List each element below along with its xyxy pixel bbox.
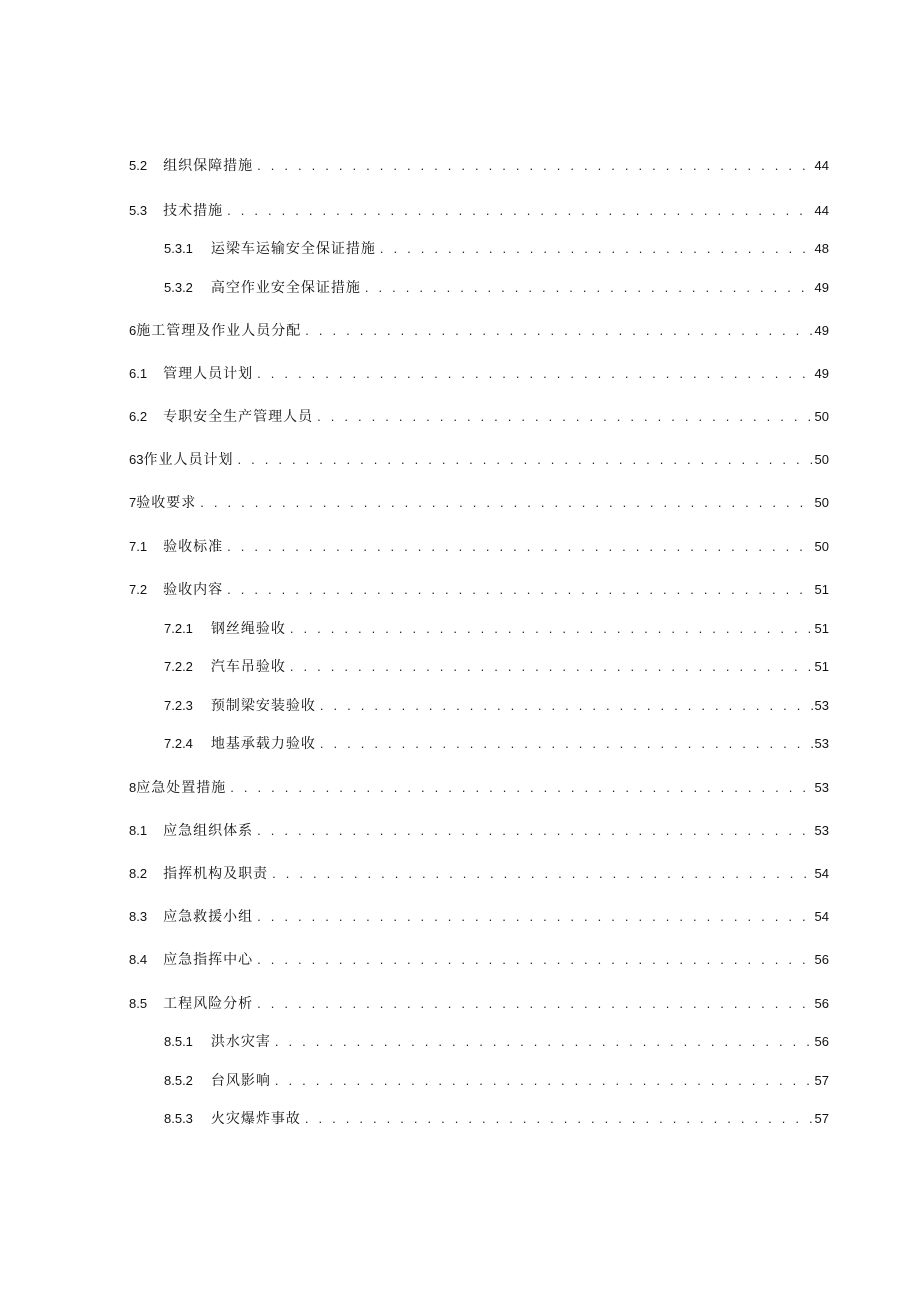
toc-entry-title: 技术措施 [163,203,224,219]
toc-entry-page: 51 [814,621,829,636]
toc-entry-number: 6.2 [129,409,148,424]
toc-entry-page: 57 [814,1111,829,1126]
toc-entry-number: 63 [129,452,144,467]
toc-dot-leader [275,1070,813,1092]
toc-entry-page: 56 [814,1034,829,1049]
toc-entry-number: 7 [129,495,137,510]
toc-entry-number: 7.2.2 [164,659,193,674]
toc-entry-title: 火灾爆炸事故 [210,1111,301,1127]
toc-dot-leader [275,1031,813,1053]
toc-entry[interactable] [129,536,829,558]
toc-entry-title: 验收标准 [163,539,224,555]
toc-entry-page: 50 [814,539,829,554]
toc-entry-title: 工程风险分析 [163,996,254,1012]
toc-entry[interactable] [129,200,829,222]
toc-dot-leader [320,695,813,717]
toc-entry-title: 专职安全生产管理人员 [163,409,314,425]
toc-dot-leader [227,536,812,558]
toc-entry-title: 台风影响 [210,1073,271,1089]
toc-entry-title: 应急处置措施 [136,780,227,796]
toc-entry-title: 施工管理及作业人员分配 [136,323,302,339]
toc-entry-title: 指挥机构及职责 [163,866,269,882]
toc-entry-page: 50 [814,495,829,510]
toc-entry-title: 验收要求 [136,495,197,511]
toc-entry-title: 应急指挥中心 [163,952,254,968]
toc-entry[interactable] [129,949,829,971]
toc-entry-page: 53 [814,823,829,838]
toc-entry-number: 8 [129,780,137,795]
toc-entry[interactable] [164,695,829,717]
toc-entry-number: 5.3 [129,203,148,218]
toc-entry-title: 钢丝绳验收 [210,621,286,637]
toc-entry-number: 7.2.3 [164,698,193,713]
toc-entry-page: 48 [814,241,829,256]
toc-dot-leader [257,363,812,385]
toc-dot-leader [257,949,812,971]
toc-entry-number: 7.2.4 [164,736,193,751]
toc-dot-leader [365,277,813,299]
toc-dot-leader [320,733,813,755]
toc-entry-number: 8.1 [129,823,148,838]
toc-entry[interactable] [164,238,829,260]
toc-entry-page: 56 [814,952,829,967]
toc-entry-number: 8.5.3 [164,1111,193,1126]
toc-entry[interactable] [129,492,829,514]
toc-dot-leader [200,492,812,514]
toc-dot-leader [230,777,812,799]
toc-entry[interactable] [129,777,829,799]
toc-entry-title: 应急组织体系 [163,823,254,839]
toc-dot-leader [257,906,812,928]
toc-entry-number: 7.2.1 [164,621,193,636]
toc-entry-page: 49 [814,323,829,338]
toc-dot-leader [272,863,812,885]
toc-entry[interactable] [129,579,829,601]
toc-entry[interactable] [129,993,829,1015]
toc-entry[interactable] [164,733,829,755]
toc-dot-leader [257,993,812,1015]
toc-entry-page: 56 [814,996,829,1011]
toc-entry-title: 应急救援小组 [163,909,254,925]
toc-entry-title: 汽车吊验收 [210,659,286,675]
toc-entry-number: 5.3.1 [164,241,193,256]
toc-entry-page: 49 [814,280,829,295]
toc-dot-leader [237,449,812,471]
toc-entry-number: 8.2 [129,866,148,881]
toc-entry-title: 地基承载力验收 [210,736,316,752]
toc-dot-leader [317,406,812,428]
toc-entry[interactable] [129,906,829,928]
toc-entry-number: 6 [129,323,137,338]
toc-entry[interactable] [129,406,829,428]
toc-dot-leader [257,155,812,177]
toc-dot-leader [290,618,813,640]
toc-entry-page: 53 [814,698,829,713]
toc-entry-page: 49 [814,366,829,381]
toc-entry-page: 54 [814,909,829,924]
toc-entry-title: 高空作业安全保证措施 [210,280,361,296]
toc-entry-page: 53 [814,780,829,795]
toc-entry-number: 6.1 [129,366,148,381]
toc-entry[interactable] [129,449,829,471]
toc-dot-leader [257,820,812,842]
toc-entry-page: 50 [814,409,829,424]
toc-dot-leader [290,656,813,678]
toc-entry[interactable] [129,863,829,885]
toc-entry[interactable] [129,820,829,842]
toc-entry[interactable] [164,1031,829,1053]
toc-entry-number: 5.2 [129,158,148,173]
toc-entry[interactable] [164,277,829,299]
toc-entry[interactable] [164,618,829,640]
toc-entry-title: 作业人员计划 [143,452,234,468]
toc-entry[interactable] [129,363,829,385]
toc-entry-number: 5.3.2 [164,280,193,295]
toc-entry-page: 53 [814,736,829,751]
toc-entry-title: 组织保障措施 [163,158,254,174]
toc-entry-number: 8.5.2 [164,1073,193,1088]
toc-dot-leader [227,200,812,222]
toc-entry-page: 51 [814,582,829,597]
toc-entry[interactable] [129,155,829,177]
toc-entry-number: 8.5.1 [164,1034,193,1049]
toc-entry-page: 51 [814,659,829,674]
toc-entry[interactable] [164,1108,829,1130]
toc-entry-title: 洪水灾害 [210,1034,271,1050]
toc-entry-page: 44 [814,203,829,218]
toc-entry-page: 54 [814,866,829,881]
toc-entry-page: 50 [814,452,829,467]
toc-dot-leader [227,579,812,601]
toc-entry-title: 验收内容 [163,582,224,598]
toc-entry-number: 7.1 [129,539,148,554]
toc-entry-number: 8.3 [129,909,148,924]
toc-entry-number: 8.5 [129,996,148,1011]
toc-entry-page: 57 [814,1073,829,1088]
toc-dot-leader [305,1108,813,1130]
toc-entry[interactable] [164,1070,829,1092]
toc-dot-leader [380,238,813,260]
toc-dot-leader [305,320,812,342]
toc-entry[interactable] [129,320,829,342]
toc-entry-title: 预制梁安装验收 [210,698,316,714]
toc-entry-title: 运梁车运输安全保证措施 [210,241,376,257]
toc-entry[interactable] [164,656,829,678]
toc-entry-number: 8.4 [129,952,148,967]
toc-entry-number: 7.2 [129,582,148,597]
toc-entry-page: 44 [814,158,829,173]
toc-entry-title: 管理人员计划 [163,366,254,382]
